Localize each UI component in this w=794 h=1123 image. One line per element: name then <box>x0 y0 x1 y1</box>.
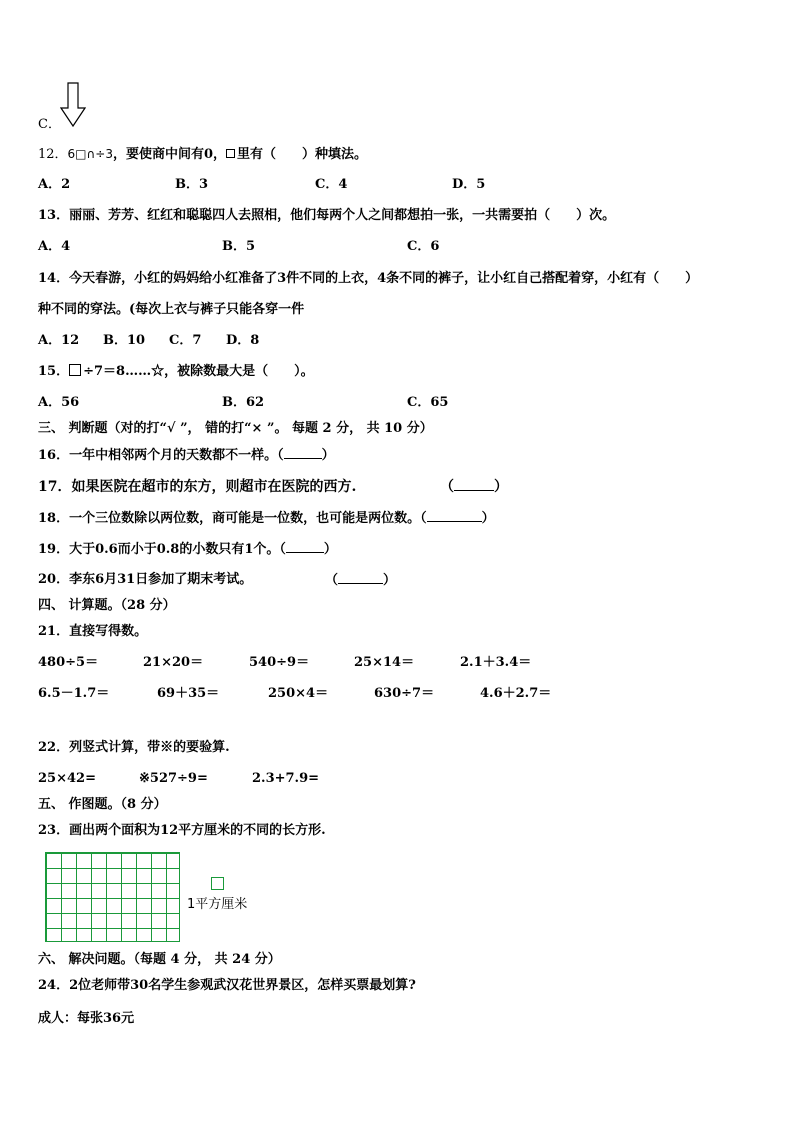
blank-box-icon <box>69 364 81 376</box>
q15-option-a[interactable]: A．56 <box>38 395 80 410</box>
q13-option-b[interactable]: B．5 <box>222 239 256 254</box>
q15-option-b[interactable]: B．62 <box>222 395 265 410</box>
q24-stem: 24．2位老师带30名学生参观武汉花世界景区，怎样买票最划算? <box>38 978 416 993</box>
q12-option-a[interactable]: A．2 <box>38 177 71 192</box>
q14-option-c[interactable]: C．7 <box>169 333 202 348</box>
q21-r1-c3: 540÷9＝ <box>249 655 310 670</box>
q14-option-d[interactable]: D．8 <box>226 333 260 348</box>
answer-blank[interactable] <box>454 478 494 491</box>
q14-stem-line1: 14．今天春游，小红的妈妈给小红准备了3件不同的上衣，4条不同的裤子，让小红自己搭配着穿，小红有（ ） <box>38 271 699 286</box>
q12-option-c[interactable]: C．4 <box>315 177 348 192</box>
down-arrow-icon <box>60 82 86 128</box>
answer-blank[interactable] <box>338 571 383 584</box>
q21-r2-c5: 4.6＋2.7＝ <box>480 686 552 701</box>
answer-blank[interactable] <box>286 540 324 553</box>
q21-r2-c3: 250×4＝ <box>268 686 329 701</box>
q13-stem: 13．丽丽、芳芳、红红和聪聪四人去照相，他们每两个人之间都想拍一张，一共需要拍（ ）次。 <box>38 208 616 223</box>
q21-stem: 21．直接写得数。 <box>38 624 148 639</box>
q22-stem: 22．列竖式计算，带※的要验算. <box>38 740 230 755</box>
q22-item-2: ※527÷9= <box>139 771 208 786</box>
q19: 19．大于0.6而小于0.8的小数只有1个。（ ） <box>38 542 337 557</box>
q12-option-d[interactable]: D．5 <box>452 177 486 192</box>
q22-item-3: 2.3+7.9= <box>252 771 320 786</box>
q12-option-b[interactable]: B．3 <box>175 177 209 192</box>
section-6-title: 六、 解决问题。（每题 4 分， 共 24 分） <box>38 952 281 967</box>
q20: 20．李东6月31日参加了期末考试。 <box>38 572 253 587</box>
answer-blank[interactable] <box>284 446 322 459</box>
q13-option-a[interactable]: A．4 <box>38 239 71 254</box>
q13-option-c[interactable]: C．6 <box>407 239 440 254</box>
q21-r2-c4: 630÷7＝ <box>374 686 435 701</box>
q23-stem: 23．画出两个面积为12平方厘米的不同的长方形. <box>38 823 326 838</box>
q21-r1-c5: 2.1＋3.4＝ <box>460 655 532 670</box>
q24-adult-price: 成人：每张36元 <box>38 1011 135 1026</box>
q20-answer: （ ） <box>325 573 397 588</box>
q21-r2-c2: 69＋35＝ <box>157 686 220 701</box>
q14-option-b[interactable]: B．10 <box>103 333 146 348</box>
q21-r1-c1: 480÷5＝ <box>38 655 99 670</box>
answer-blank[interactable] <box>427 509 482 522</box>
q21-r2-c1: 6.5－1.7＝ <box>38 686 110 701</box>
q22-item-1: 25×42= <box>38 771 96 786</box>
section-3-title: 三、 判断题（对的打“√ ”， 错的打“× ”。 每题 2 分， 共 10 分） <box>38 421 433 436</box>
q14-stem-line2: 种不同的穿法。(每次上衣与裤子只能各穿一件 <box>38 302 305 317</box>
q17-answer: （ ） <box>440 479 508 495</box>
q14-option-a[interactable]: A．12 <box>38 333 80 348</box>
q15-option-c[interactable]: C．65 <box>407 395 449 410</box>
blank-box-icon <box>226 149 235 158</box>
q16: 16．一年中相邻两个月的天数都不一样。（ ） <box>38 448 335 463</box>
drawing-grid[interactable] <box>45 852 180 942</box>
section-4-title: 四、 计算题。（28 分） <box>38 598 176 613</box>
q11-option-c: C． <box>38 117 61 132</box>
section-5-title: 五、 作图题。（8 分） <box>38 797 167 812</box>
q21-r1-c2: 21×20＝ <box>143 655 204 670</box>
q17: 17．如果医院在超市的东方，则超市在医院的西方. <box>38 479 357 495</box>
q12-stem: 12．6□∩÷3，要使商中间有0， 里有（ ）种填法。 <box>38 147 368 162</box>
q18: 18．一个三位数除以两位数，商可能是一位数，也可能是两位数。（ ） <box>38 511 495 526</box>
q15-stem: 15． ÷7＝8……☆，被除数最大是（ ）。 <box>38 364 314 379</box>
unit-square-label: 1平方厘米 <box>187 897 248 912</box>
q21-r1-c4: 25×14＝ <box>354 655 415 670</box>
unit-square-icon <box>211 877 224 890</box>
